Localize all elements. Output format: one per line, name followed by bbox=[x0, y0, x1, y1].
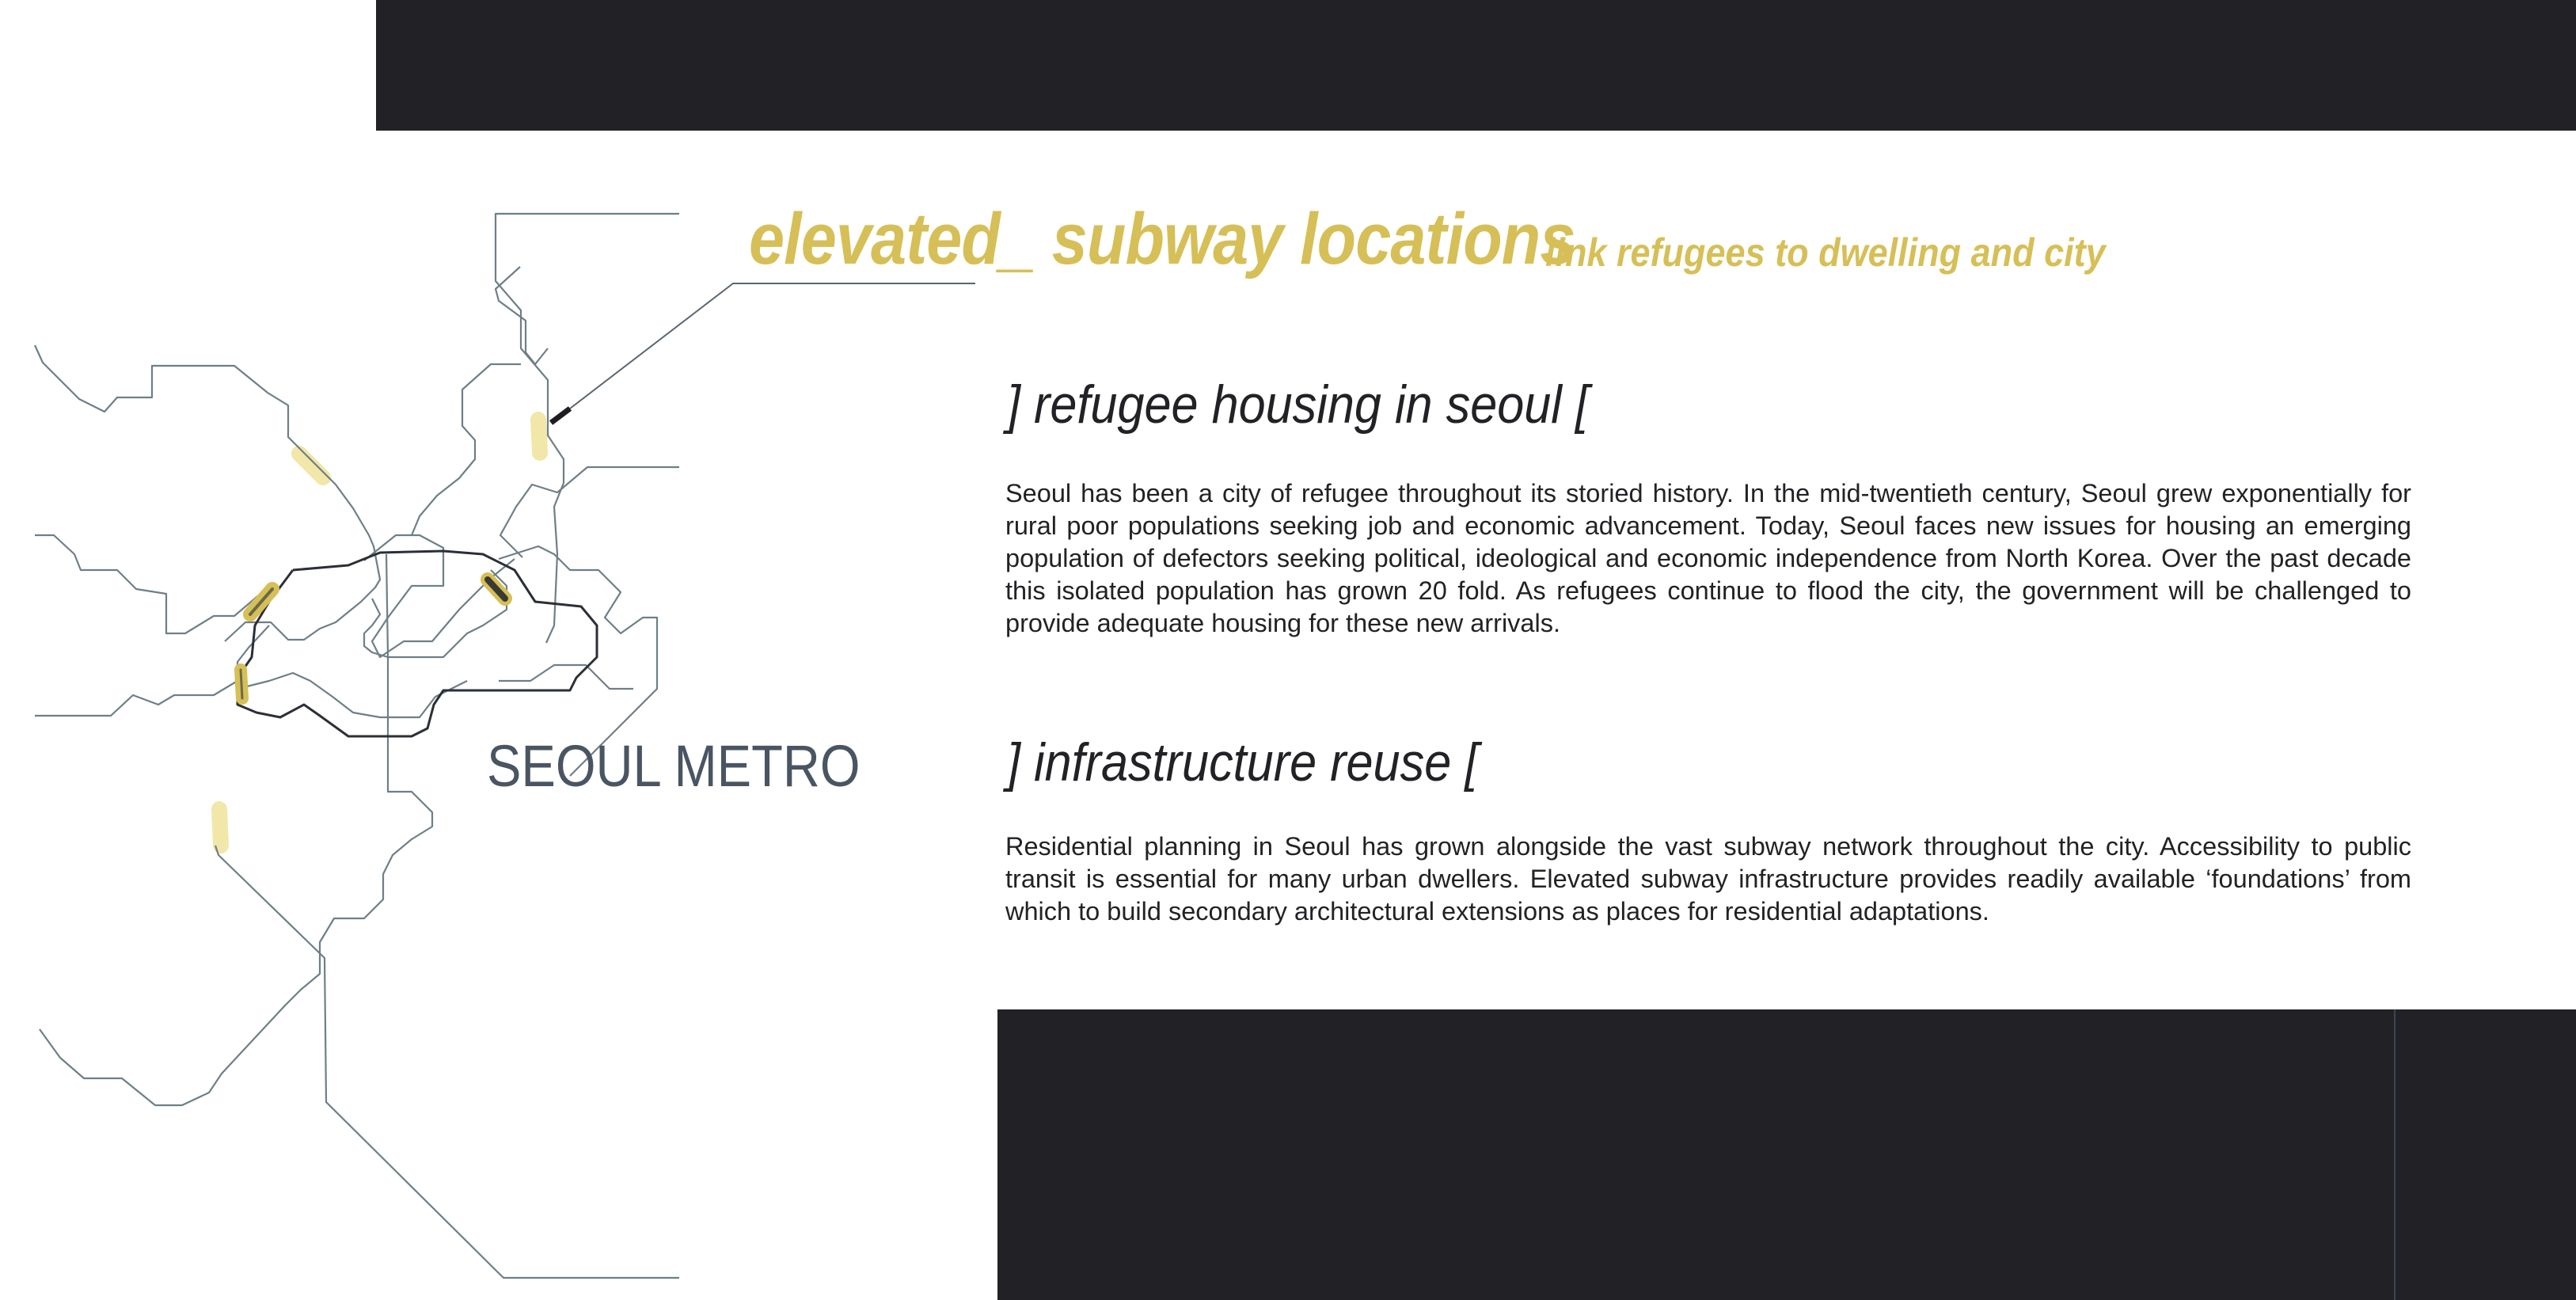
subtitle: link refugees to dwelling and city bbox=[1545, 230, 2106, 275]
line-upper-loop bbox=[412, 364, 521, 535]
seoul-metro-map bbox=[0, 0, 982, 1300]
main-title: elevated_ subway locations bbox=[749, 199, 1575, 279]
highlight-north bbox=[538, 420, 540, 453]
section-body-infrastructure-reuse: Residential planning in Seoul has grown alongside the vast subway network throughout the city. Accessibility to public transit is essential for many urban dwellers. Elevated subway infrastructure provides readily available ‘foundations’ from which to build secondary architectural extensions as places for residential adaptations. bbox=[1005, 832, 2411, 926]
elevated-segment-southwest-core bbox=[241, 670, 242, 698]
callout-line bbox=[570, 283, 975, 409]
line-center-vertical bbox=[40, 554, 432, 1105]
section-heading-refugee-housing: ] refugee housing in seoul [ bbox=[1007, 374, 1589, 435]
bottom-band-divider bbox=[2394, 1009, 2396, 1300]
highlight-southwest bbox=[219, 809, 221, 846]
line-southwest bbox=[215, 846, 679, 1278]
map-label: SEOUL METRO bbox=[487, 733, 861, 799]
circle-line bbox=[237, 551, 597, 736]
callout-leader bbox=[551, 283, 975, 423]
line-southeast bbox=[499, 665, 633, 689]
line-north bbox=[496, 214, 679, 643]
highlight-northwest bbox=[299, 454, 323, 477]
section-body-refugee-housing: Seoul has been a city of refugee throughout its storied history. In the mid-twentieth century, Seoul grew exponentially for rural poor populations seeking job and economic advancement. Today, Seoul faces new issues for housing an emerging population of defectors seeking political, ideological and economic independence from North Korea. Over the past decade this isolated population has grown 20 fold. As refugees continue to flood the city, the government will be challenged to provide adequate housing for these new arrivals. bbox=[1005, 479, 2411, 637]
line-northwest bbox=[35, 345, 380, 641]
section-heading-infrastructure-reuse: ] infrastructure reuse [ bbox=[1007, 732, 1479, 793]
line-west bbox=[35, 535, 266, 633]
line-northeast bbox=[500, 467, 679, 557]
line-circle-route bbox=[237, 551, 597, 736]
bottom-dark-band bbox=[997, 1009, 2576, 1300]
line-west-lower bbox=[35, 625, 269, 716]
callout-marker bbox=[551, 409, 570, 423]
